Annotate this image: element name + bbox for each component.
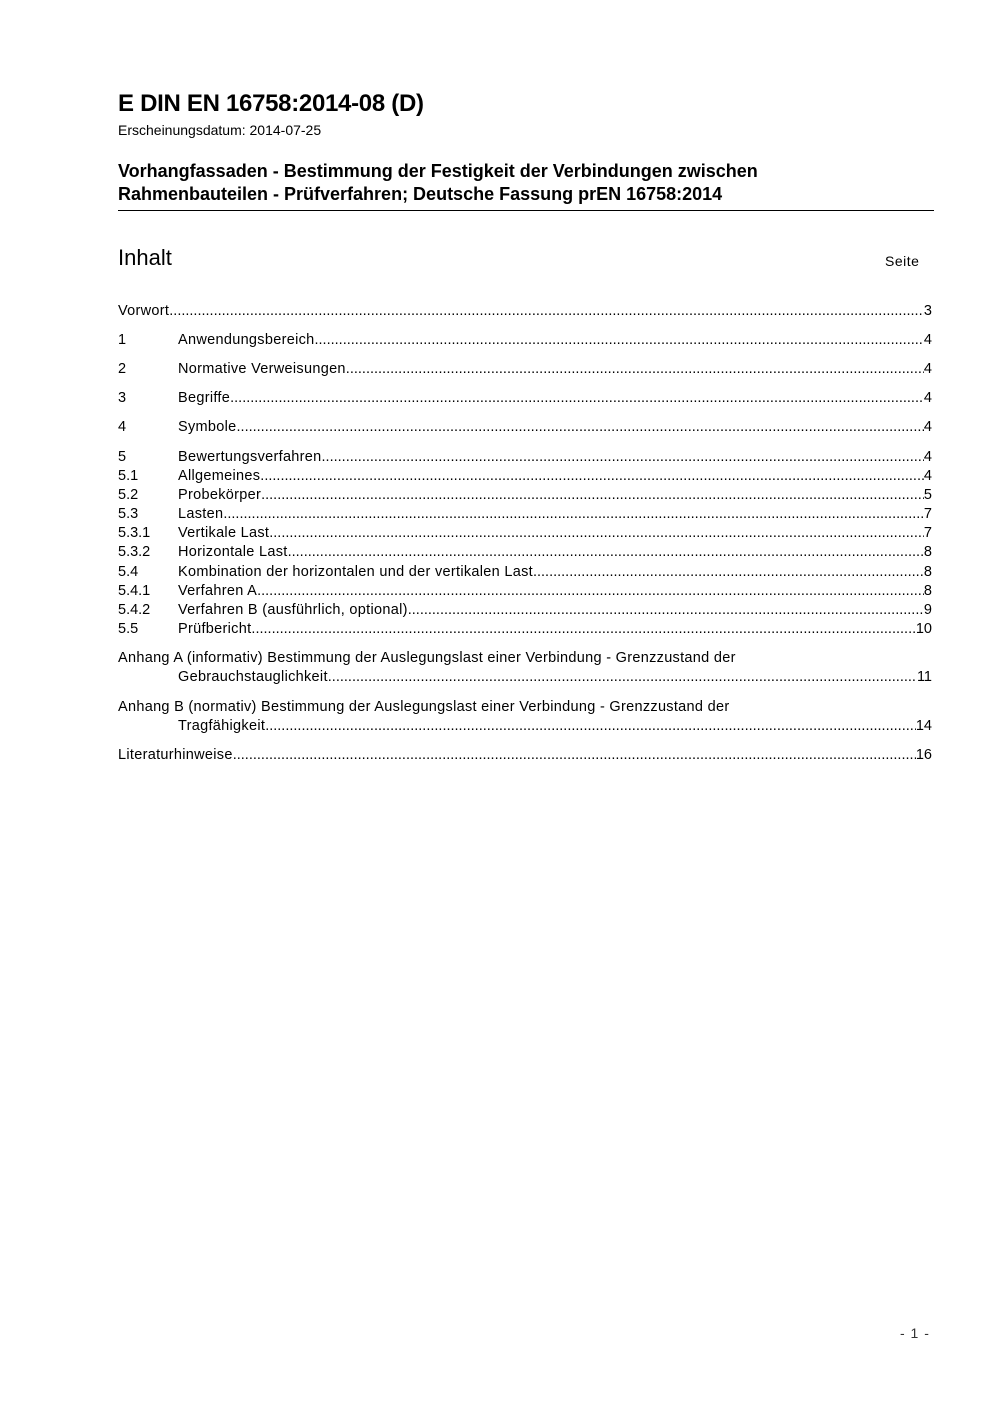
toc-leader-dots [265, 717, 916, 736]
toc-entry-title: Verfahren B (ausführlich, optional) [178, 602, 408, 618]
toc-entry-title: Kombination der horizontalen und der vertikalen Last [178, 564, 533, 580]
toc-leader-dots [237, 418, 924, 437]
toc-entry-5-2[interactable] [118, 486, 932, 505]
toc-leader-dots [233, 746, 916, 765]
toc-entry-5-4[interactable] [118, 563, 932, 582]
toc-entry-number: 5.3.1 [118, 525, 151, 541]
toc-entry-page: 14 [915, 718, 932, 734]
toc-entry-number: 5.3.2 [118, 544, 151, 560]
toc-entry-title: Begriffe [178, 390, 231, 406]
toc-leader-dots [260, 467, 924, 486]
toc-heading: Inhalt [118, 245, 172, 270]
toc-leader-dots [408, 601, 924, 620]
toc-entry-5-4-1[interactable] [118, 582, 932, 601]
toc-entry-page: 16 [915, 747, 932, 763]
toc-leader-dots [223, 505, 924, 524]
toc-annex-b[interactable] [178, 717, 932, 736]
toc-entry-page: 11 [916, 669, 932, 685]
toc-entry-number: 3 [118, 390, 127, 406]
toc-entry-page: 4 [923, 332, 932, 348]
toc-annex-a-line-1[interactable]: Anhang A (informativ) Bestimmung der Auslegungslast einer Verbindung - Grenzzustand der [118, 650, 736, 666]
toc-entry-number: 5.1 [118, 468, 139, 484]
toc-leader-dots [533, 563, 924, 582]
toc-entry-title: Literaturhinweise [118, 747, 233, 763]
toc-entry-4[interactable] [118, 418, 932, 437]
toc-entry-title: Probekörper [178, 487, 262, 503]
toc-entry-page: 7 [923, 506, 932, 522]
toc-entry-number: 5.2 [118, 487, 139, 503]
toc-entry-page: 4 [923, 361, 932, 377]
toc-entry-5-4-2[interactable] [118, 601, 932, 620]
document-title-line-2: Rahmenbauteilen - Prüfverfahren; Deutsche Fassung prEN 16758:2014 [118, 184, 723, 204]
toc-entry-page: 4 [923, 390, 932, 406]
toc-entry-title: Bewertungsverfahren [178, 449, 322, 465]
toc-entry-title: Prüfbericht [178, 621, 252, 637]
toc-entry-page: 10 [915, 621, 932, 637]
toc-leader-dots [261, 486, 924, 505]
toc-entry-5-3[interactable] [118, 505, 932, 524]
toc-leader-dots [230, 389, 924, 408]
toc-entry-page: 8 [923, 564, 932, 580]
toc-entry-title: Lasten [178, 506, 224, 522]
toc-entry-vorwort[interactable] [118, 302, 932, 321]
toc-entry-number: 4 [118, 419, 127, 435]
toc-entry-number: 5.4.2 [118, 602, 151, 618]
toc-entry-title: Allgemeines [178, 468, 261, 484]
toc-entry-title: Vertikale Last [178, 525, 270, 541]
toc-entry-5-3-2[interactable] [118, 543, 932, 562]
toc-entry-page: 5 [923, 487, 932, 503]
toc-entry-5-3-1[interactable] [118, 524, 932, 543]
toc-entry-title: Anwendungsbereich [178, 332, 315, 348]
toc-entry-page: 7 [923, 525, 932, 541]
document-title [118, 160, 934, 211]
toc-page-column-label: Seite [885, 253, 920, 269]
toc-leader-dots [257, 582, 924, 601]
toc-annex-b-line-1[interactable]: Anhang B (normativ) Bestimmung der Auslegungslast einer Verbindung - Grenzzustand der [118, 699, 730, 715]
toc-entry-title: Symbole [178, 419, 237, 435]
toc-entry-page: 3 [923, 303, 932, 319]
toc-entry-number: 2 [118, 361, 127, 377]
toc-entry-title: Vorwort [118, 303, 170, 319]
toc-leader-dots [322, 448, 924, 467]
toc-entry-number: 5.3 [118, 506, 139, 522]
toc-entry-5-1[interactable] [118, 467, 932, 486]
toc-entry-number: 5.4.1 [118, 583, 151, 599]
toc-entry-title: Gebrauchstauglichkeit [178, 669, 328, 685]
toc-leader-dots [288, 543, 924, 562]
toc-leader-dots [328, 668, 917, 687]
toc-entry-2[interactable] [118, 360, 932, 379]
document-id: E DIN EN 16758:2014-08 (D) [118, 90, 424, 117]
toc-leader-dots [346, 360, 924, 379]
toc-leader-dots [269, 524, 924, 543]
toc-entry-3[interactable] [118, 389, 932, 408]
publication-date: Erscheinungsdatum: 2014-07-25 [118, 122, 322, 138]
toc-entry-page: 8 [923, 544, 932, 560]
toc-leader-dots [251, 620, 915, 639]
toc-entry-page: 4 [923, 419, 932, 435]
toc-entry-page: 9 [923, 602, 932, 618]
toc-entry-number: 5.5 [118, 621, 139, 637]
toc-entry-5[interactable] [118, 448, 932, 467]
toc-annex-a[interactable] [178, 668, 932, 687]
toc-entry-5-5[interactable] [118, 620, 932, 639]
toc-entry-number: 1 [118, 332, 127, 348]
toc-entry-page: 8 [923, 583, 932, 599]
toc-entry-title: Normative Verweisungen [178, 361, 346, 377]
toc-entry-page: 4 [923, 468, 932, 484]
toc-leader-dots [169, 302, 924, 321]
toc-entry-bibliography[interactable] [118, 746, 932, 765]
toc-entry-1[interactable] [118, 331, 932, 350]
toc-entry-title: Horizontale Last [178, 544, 288, 560]
page-number: - 1 - [900, 1325, 930, 1341]
toc-entry-page: 4 [923, 449, 932, 465]
toc-entry-title: Verfahren A [178, 583, 258, 599]
document-title-line-1: Vorhangfassaden - Bestimmung der Festigkeit der Verbindungen zwischen [118, 161, 758, 181]
toc-entry-title: Tragfähigkeit [178, 718, 266, 734]
toc-entry-number: 5 [118, 449, 127, 465]
toc-leader-dots [315, 331, 924, 350]
toc-entry-number: 5.4 [118, 564, 139, 580]
